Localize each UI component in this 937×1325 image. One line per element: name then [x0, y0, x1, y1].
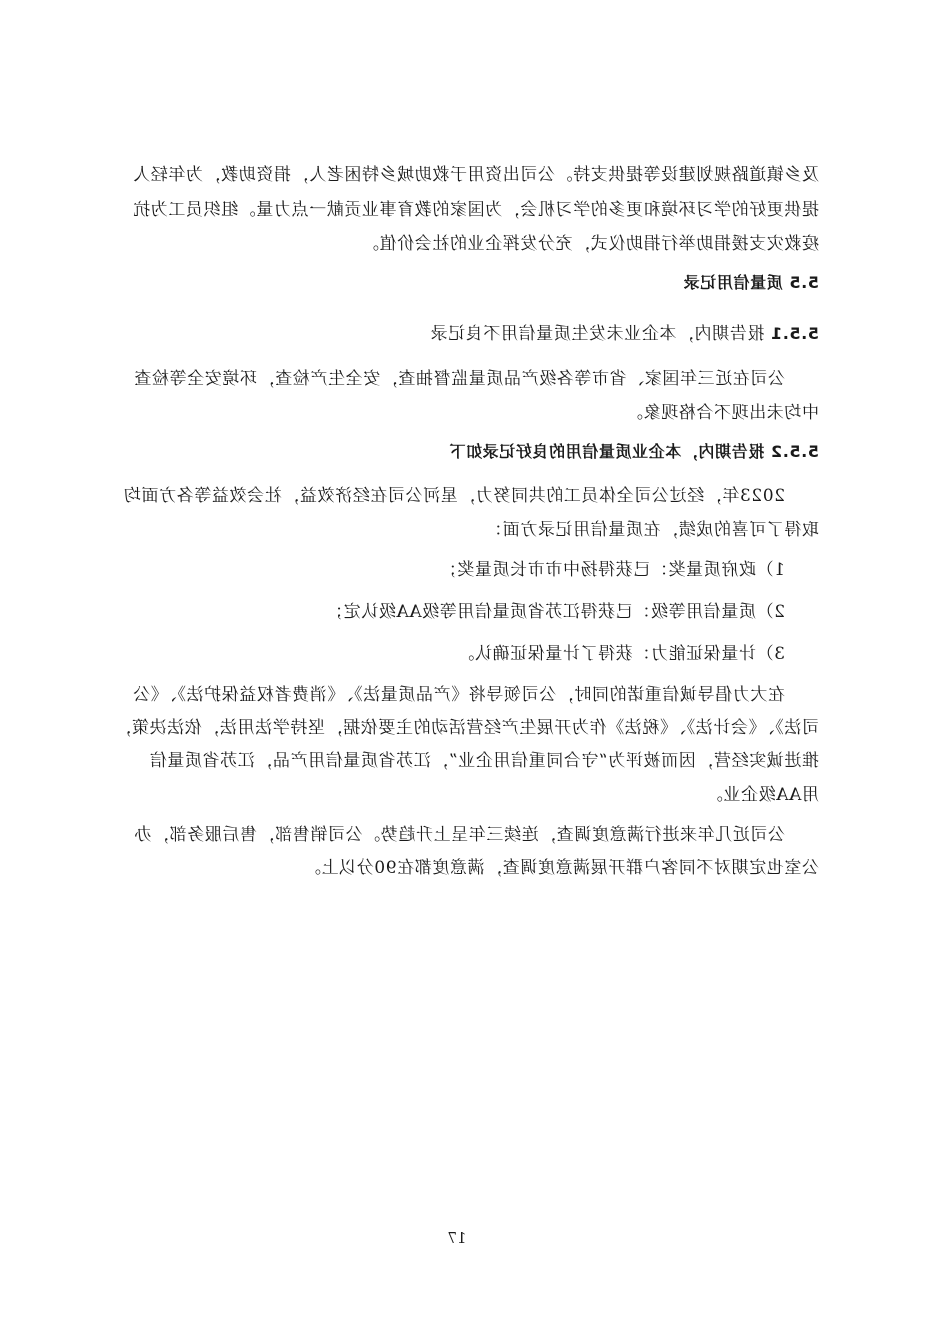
section-5-5-2-heading: 5.5.2 报告期内，本企业质量信用的良好记录如下 — [448, 442, 819, 461]
intro-line-2: 提供更好的学习环境和更多的学习机会，为国家的教育事业贡献一点力量。组织员工为抗 — [132, 200, 819, 220]
body-line: 公司在近三年国家、省市等各级产品质量监督抽查，安全生产检查，环境安全等检查 — [133, 369, 785, 389]
intro-line-1: 及乡镇道路规划建设等提供支持。公司出资用于救助城乡特困老人，捐资助教，为年轻人 — [132, 165, 819, 185]
list-item: 3）计量保证能力：获得了计量保证确认。 — [456, 644, 785, 664]
body-line: 中均未出现不合格现象。 — [625, 403, 819, 423]
body-line: 在大力倡导诚信重诺的同时，公司领导将《产品质量法》、《消费者权益保护法》、《公 — [132, 685, 785, 705]
section-5-5-heading: 5.5 质量信用记录 — [683, 273, 819, 292]
list-item: 1）政府质量奖：已获得扬中市市长质量奖； — [439, 560, 785, 580]
page-number: 17 — [447, 1229, 467, 1247]
body-line: 推进诚实经营，因而被评为“守合同重信用企业”，江苏省质量信用产品，江苏省质量信 — [149, 751, 819, 771]
intro-line-3: 疫救灾支援捐助举行捐助仪式，充分发挥企业的社会价值。 — [361, 234, 819, 254]
body-line: 取得了可喜的成绩，在质量信用记录方面： — [484, 520, 819, 540]
body-line: 2023年，经过公司全体员工的共同努力，星河公司在经济效益，社会效益等各方面均 — [123, 486, 785, 506]
section-5-5-1-heading — [430, 323, 819, 345]
list-item: 2）质量信用等级：已获得江苏省质量信用等级AA级认定； — [325, 602, 785, 622]
section-5-5-1-number: 5.5.1 — [770, 324, 819, 343]
body-line: 公司近几年来进行满意度调查，连续三年呈上升趋势。公司销售部，售后服务部，办 — [133, 825, 785, 845]
body-line: 用AA级企业。 — [705, 785, 819, 805]
body-line: 公室也定期对不同客户群开展满意度调查，满意度都在90分以上。 — [303, 858, 819, 878]
body-line: 司法》、《会计法》、《税法》作为开展生产经营活动的主要依据，坚持学法用法，依法决策， — [113, 718, 819, 738]
section-5-5-1-title: 报告期内，本企业未发生质量信用不良记录 — [430, 324, 771, 344]
